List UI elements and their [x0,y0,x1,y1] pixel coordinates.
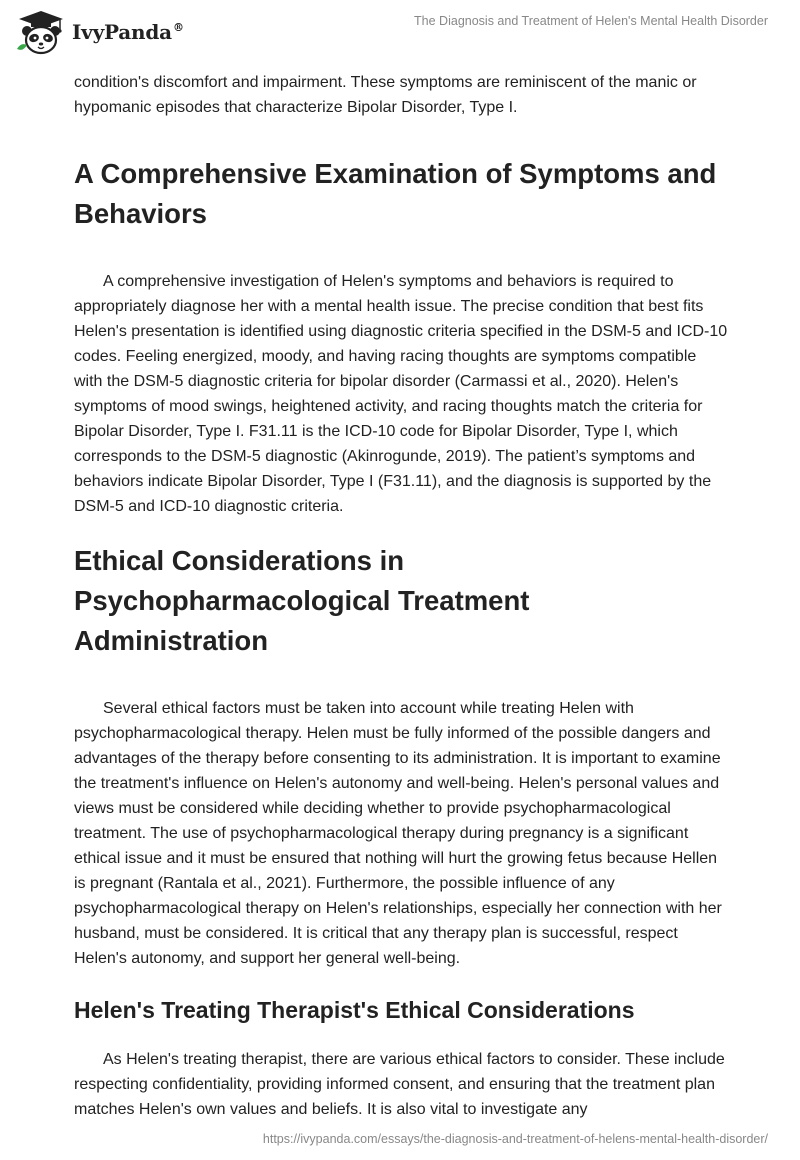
section-paragraph-symptoms: A comprehensive investigation of Helen's symptoms and behaviors is required to appropriately diagnose her with a mental health issue. The precise condition that best fits Helen's presentation is identified using diagnostic criteria specified in the DSM-5 and ICD-10 codes. Feeling energized, moody, and having racing thoughts are symptoms compatible with the DSM-5 diagnostic criteria for bipolar disorder (Carmassi et al., 2020). Helen's symptoms of mood swings, heightened activity, and racing thoughts match the criteria for Bipolar Disorder, Type I. F31.11 is the ICD-10 code for Bipolar Disorder, Type I, which corresponds to the DSM-5 diagnostic (Akinrogunde, 2019). The patient’s symptoms and behaviors indicate Bipolar Disorder, Type I (F31.11), and the diagnosis is supported by the DSM-5 and ICD-10 diagnostic criteria. [74,273,728,515]
intro-paragraph: condition's discomfort and impairment. These symptoms are reminiscent of the manic or hypomanic episodes that characterize Bipolar Disorder, Type I. [74,74,697,116]
section-paragraph-therapist-ethics: As Helen's treating therapist, there are various ethical factors to consider. These include respecting confidentiality, providing informed consent, and ensuring that the treatment plan matches Helen's own values and beliefs. It is also vital to investigate any [74,1051,725,1118]
document-title: The Diagnosis and Treatment of Helen's Mental Health Disorder [414,14,768,28]
panda-graduate-icon [14,9,68,55]
section-heading-therapist-ethics: Helen's Treating Therapist's Ethical Considerations [74,997,635,1023]
section-paragraph-ethics-treatment: Several ethical factors must be taken into account while treating Helen with psychopharmacological therapy. Helen must be fully informed of the possible dangers and advantages of the therapy before consenting to its administration. It is important to examine the treatment's influence on Helen's autonomy and well-being. Helen's personal values and views must be considered while deciding whether to provide psychopharmacological treatment. The use of psychopharmacological therapy during pregnancy is a significant ethical issue and it must be ensured that nothing will hurt the growing fetus because Hellen is pregnant (Rantala et al., 2021). Furthermore, the possible influence of any psychopharmacological therapy on Helen's relationships, especially her connection with her husband, must be considered. It is critical that any therapy plan is successful, respect Helen's autonomy, and support her general well-being. [74,700,722,967]
section-heading-symptoms: A Comprehensive Examination of Symptoms and Behaviors [74,158,717,229]
section-heading-ethics-treatment: Ethical Considerations in Psychopharmacological Treatment Administration [74,545,530,656]
ivypanda-logo[interactable] [14,9,184,55]
essay-body [74,70,728,1122]
source-url[interactable]: https://ivypanda.com/essays/the-diagnosis-and-treatment-of-helens-mental-health-disorder/ [262,1132,768,1146]
page-header [0,0,800,66]
logo-wordmark: IvyPanda® [72,20,184,44]
